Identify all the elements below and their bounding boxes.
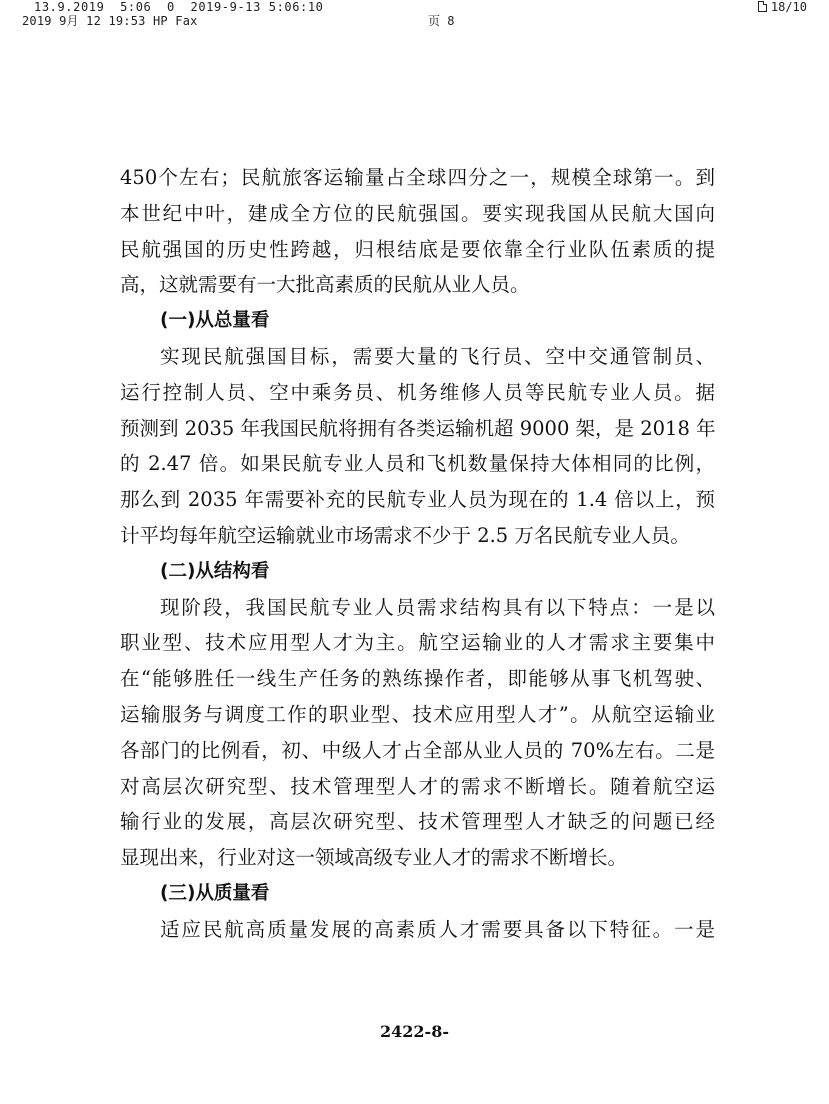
- fax-sender-line: 2019 9月 12 19:53 HP Fax: [22, 14, 198, 28]
- section-paragraph-quality: [120, 912, 715, 948]
- text-line: 输行业的发展，高层次研究型、技术管理型人才缺乏的问题已经: [120, 810, 715, 834]
- fax-page-counter: [758, 0, 807, 14]
- document-body: [120, 160, 715, 948]
- fax-timestamp-line: 13.9.2019 5:06 0 2019-9-13 5:06:10: [34, 0, 324, 14]
- text-line: 的 2.47 倍。如果民航专业人员和飞机数量保持大体相同的比例，: [120, 452, 715, 476]
- section-heading-quality: (三)从质量看: [160, 882, 270, 904]
- text-line: 实现民航强国目标，需要大量的飞行员、空中交通管制员、: [160, 344, 715, 368]
- text-line: 运输服务与调度工作的职业型、技术应用型人才”。从航空运输业: [120, 702, 715, 726]
- text-line: 适应民航高质量发展的高素质人才需要具备以下特征。一是: [160, 917, 715, 941]
- text-line: 450个左右；民航旅客运输量占全球四分之一，规模全球第一。到: [120, 166, 715, 189]
- document-icon: [758, 1, 767, 12]
- text-line: 各部门的比例看，初、中级人才占全部从业人员的 70%左右。二是: [120, 738, 715, 762]
- section-paragraph-total: [120, 339, 715, 554]
- text-line: 在“能够胜任一线生产任务的熟练操作者，即能够从事飞机驾驶、: [120, 667, 715, 691]
- section-heading-structure: (二)从结构看: [160, 560, 270, 582]
- text-line: 高，这就需要有一大批高素质的民航从业人员。: [120, 273, 530, 297]
- text-line: 职业型、技术应用型人才为主。航空运输业的人才需求主要集中: [120, 631, 715, 655]
- fax-page-counter-text: 18/10: [770, 0, 807, 14]
- page-number: 2422-8-: [380, 1022, 449, 1041]
- section-heading-total: (一)从总量看: [160, 310, 270, 332]
- fax-page-label: 页 8: [428, 14, 455, 28]
- section-paragraph-structure: [120, 590, 715, 876]
- text-line: 那么到 2035 年需要补充的民航专业人员为现在的 1.4 倍以上，预: [120, 488, 715, 512]
- text-line: 本世纪中叶，建成全方位的民航强国。要实现我国从民航大国向: [120, 201, 715, 225]
- text-line: 民航强国的历史性跨越，归根结底是要依靠全行业队伍素质的提: [120, 237, 715, 261]
- text-line: 计平均每年航空运输就业市场需求不少于 2.5 万名民航专业人员。: [120, 523, 690, 547]
- text-line: 对高层次研究型、技术管理型人才的需求不断增长。随着航空运: [120, 774, 715, 798]
- fax-header: [0, 0, 829, 32]
- text-line: 运行控制人员、空中乘务员、机务维修人员等民航专业人员。据: [120, 380, 715, 404]
- text-line: 现阶段，我国民航专业人员需求结构具有以下特点：一是以: [160, 595, 715, 619]
- text-line: 显现出来，行业对这一领域高级专业人才的需求不断增长。: [120, 846, 628, 870]
- intro-paragraph: [120, 160, 715, 303]
- text-line: 预测到 2035 年我国民航将拥有各类运输机超 9000 架，是 2018 年: [120, 416, 716, 440]
